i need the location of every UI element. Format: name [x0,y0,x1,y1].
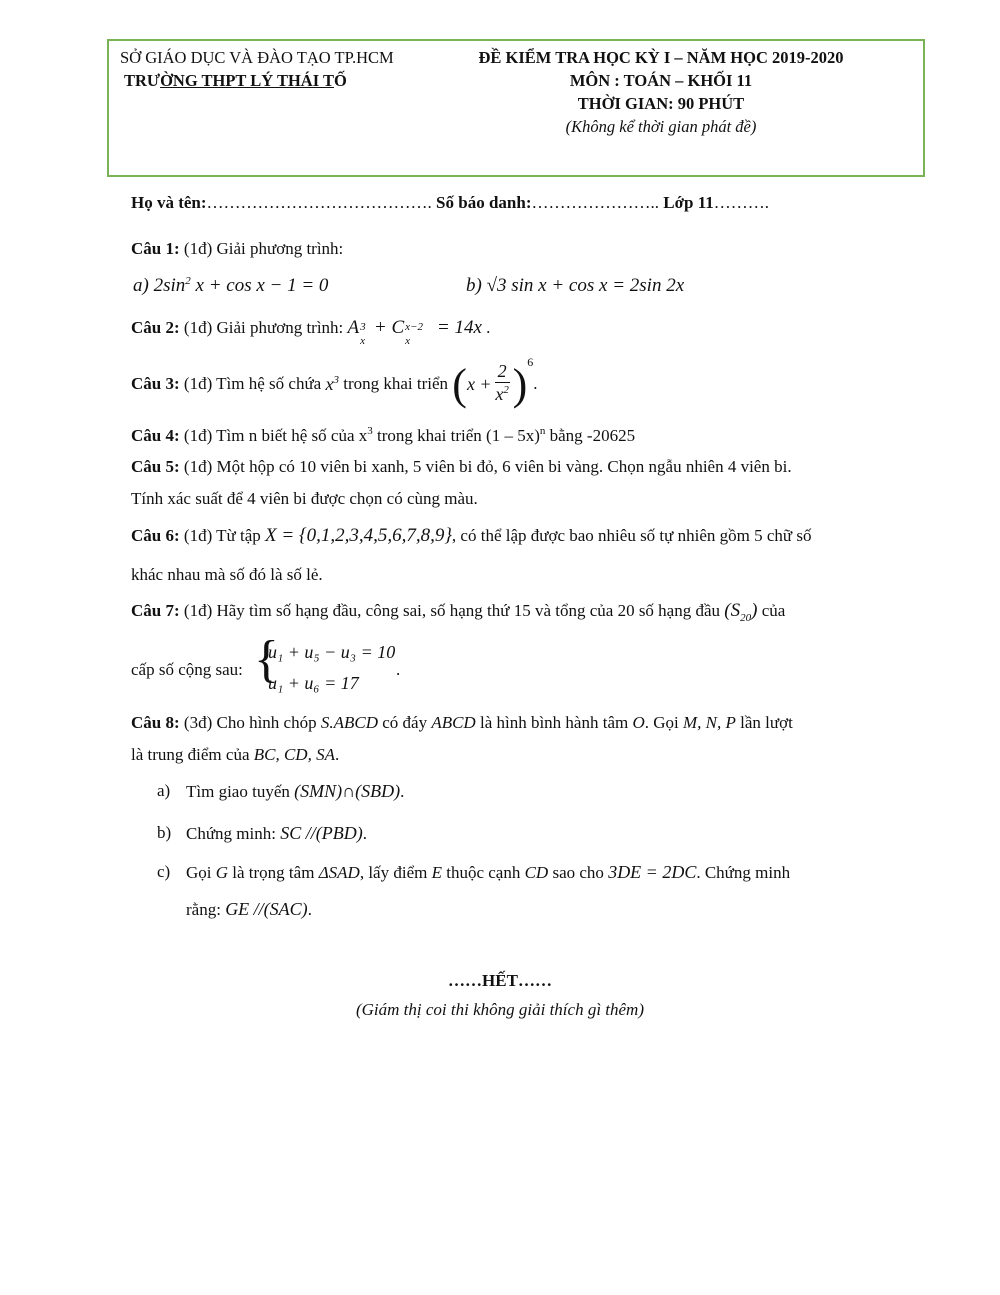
question-5: Câu 5: (1đ) Một hộp có 10 viên bi xanh, 5 viên bi đỏ, 6 viên bi vàng. Chọn ngẫu nhiên 4 viên bi. [131,457,792,476]
question-6-line2: khác nhau mà số đó là số lẻ. [131,565,323,584]
question-8-line2: là trung điểm của BC, CD, SA. [131,745,340,764]
question-8b: Chứng minh: SC //(PBD). [186,823,367,843]
question-8c-line2: rằng: GE //(SAC). [186,899,312,919]
name-label: Họ và tên: [131,193,207,212]
question-8c: Gọi G là trọng tâm ΔSAD, lấy điểm E thuộc cạnh CD sao cho 3DE = 2DC. Chứng minh [186,862,791,882]
question-2: Câu 2: (1đ) Giải phương trình: A 3 x + C x−2 x = 14x . [131,317,491,347]
department-name: SỞ GIÁO DỤC VÀ ĐÀO TẠO TP.HCM [120,48,394,67]
question-1-label: Câu 1: [131,239,180,258]
question-3: Câu 3: (1đ) Tìm hệ số chứa $x^3$ trong khai triển ( x + $\frac{2}{x^2}$ ) 6 . [131,354,538,409]
exam-duration: THỜI GIAN: 90 PHÚT [577,94,745,113]
id-dots: ………………….. [531,193,659,212]
question-7-label: Câu 7: [131,601,180,620]
question-7: Câu 7: (1đ) Hãy tìm số hạng đầu, công sai, số hạng thứ 15 và tổng của 20 số hạng đầu $(S_{20})$ của [131,600,786,624]
system-equation-1: u₁ + u₅ − u₃ = 10 [268,642,396,662]
exam-title: ĐỀ KIỂM TRA HỌC KỲ I – NĂM HỌC 2019-2020 [478,48,844,67]
question-5-line2: Tính xác suất để 4 viên bi được chọn có cùng màu. [131,489,478,508]
question-8: Câu 8: (3đ) Cho hình chóp S.ABCD có đáy ABCD là hình bình hành tâm O. Gọi M, N, P lần lượt [131,713,793,732]
question-2-label: Câu 2: [131,318,180,337]
school-name: TRƯỜNG THPT LÝ THÁI TỐ [124,71,347,90]
student-info-line [131,193,769,213]
end-marker: ……HẾT…… [448,971,552,990]
question-5-label: Câu 5: [131,457,180,476]
question-6-label: Câu 6: [131,526,180,545]
question-8c-label: c) [157,862,171,881]
question-8-label: Câu 8: [131,713,180,732]
question-8a-label: a) [157,781,171,800]
question-7-line2: cấp số cộng sau: [131,660,243,679]
system-equation-2: u₁ + u₆ = 17 [268,673,359,693]
question-4-label: Câu 4: [131,426,180,445]
system-brace: { [254,631,279,688]
name-dots: …………………………………. [206,193,432,212]
exam-note: (Không kể thời gian phát đề) [565,117,757,136]
footer-note: (Giám thị coi thi không giải thích gì thêm) [355,1000,644,1019]
class-label: Lớp 11 [663,193,714,212]
question-6: Câu 6: (1đ) Từ tập X = {0,1,2,3,4,5,6,7,8,9}, có thể lập được bao nhiêu số tự nhiên gồm 5 chữ số [131,525,812,546]
question-8a: Tìm giao tuyến (SMN)∩(SBD). [186,781,405,801]
question-1a: a) $2\sin^2$ x + cos x − 1 = 0 [133,275,329,296]
question-1b: b) √3 sin x + cos x = 2sin 2x [466,275,685,296]
question-1: Câu 1: (1đ) Giải phương trình: [131,239,344,258]
system-dot: . [396,660,401,679]
question-3-label: Câu 3: [131,374,180,393]
class-dots: ………. [713,193,770,212]
id-label: Số báo danh: [436,193,532,212]
question-8b-label: b) [157,823,172,842]
exam-subject: MÔN : TOÁN – KHỐI 11 [569,71,753,90]
question-4: Câu 4: (1đ) Tìm n biết hệ số của $x^3$ trong khai triển (1 – 5x)$^n$ bằng -20625 [131,425,636,445]
